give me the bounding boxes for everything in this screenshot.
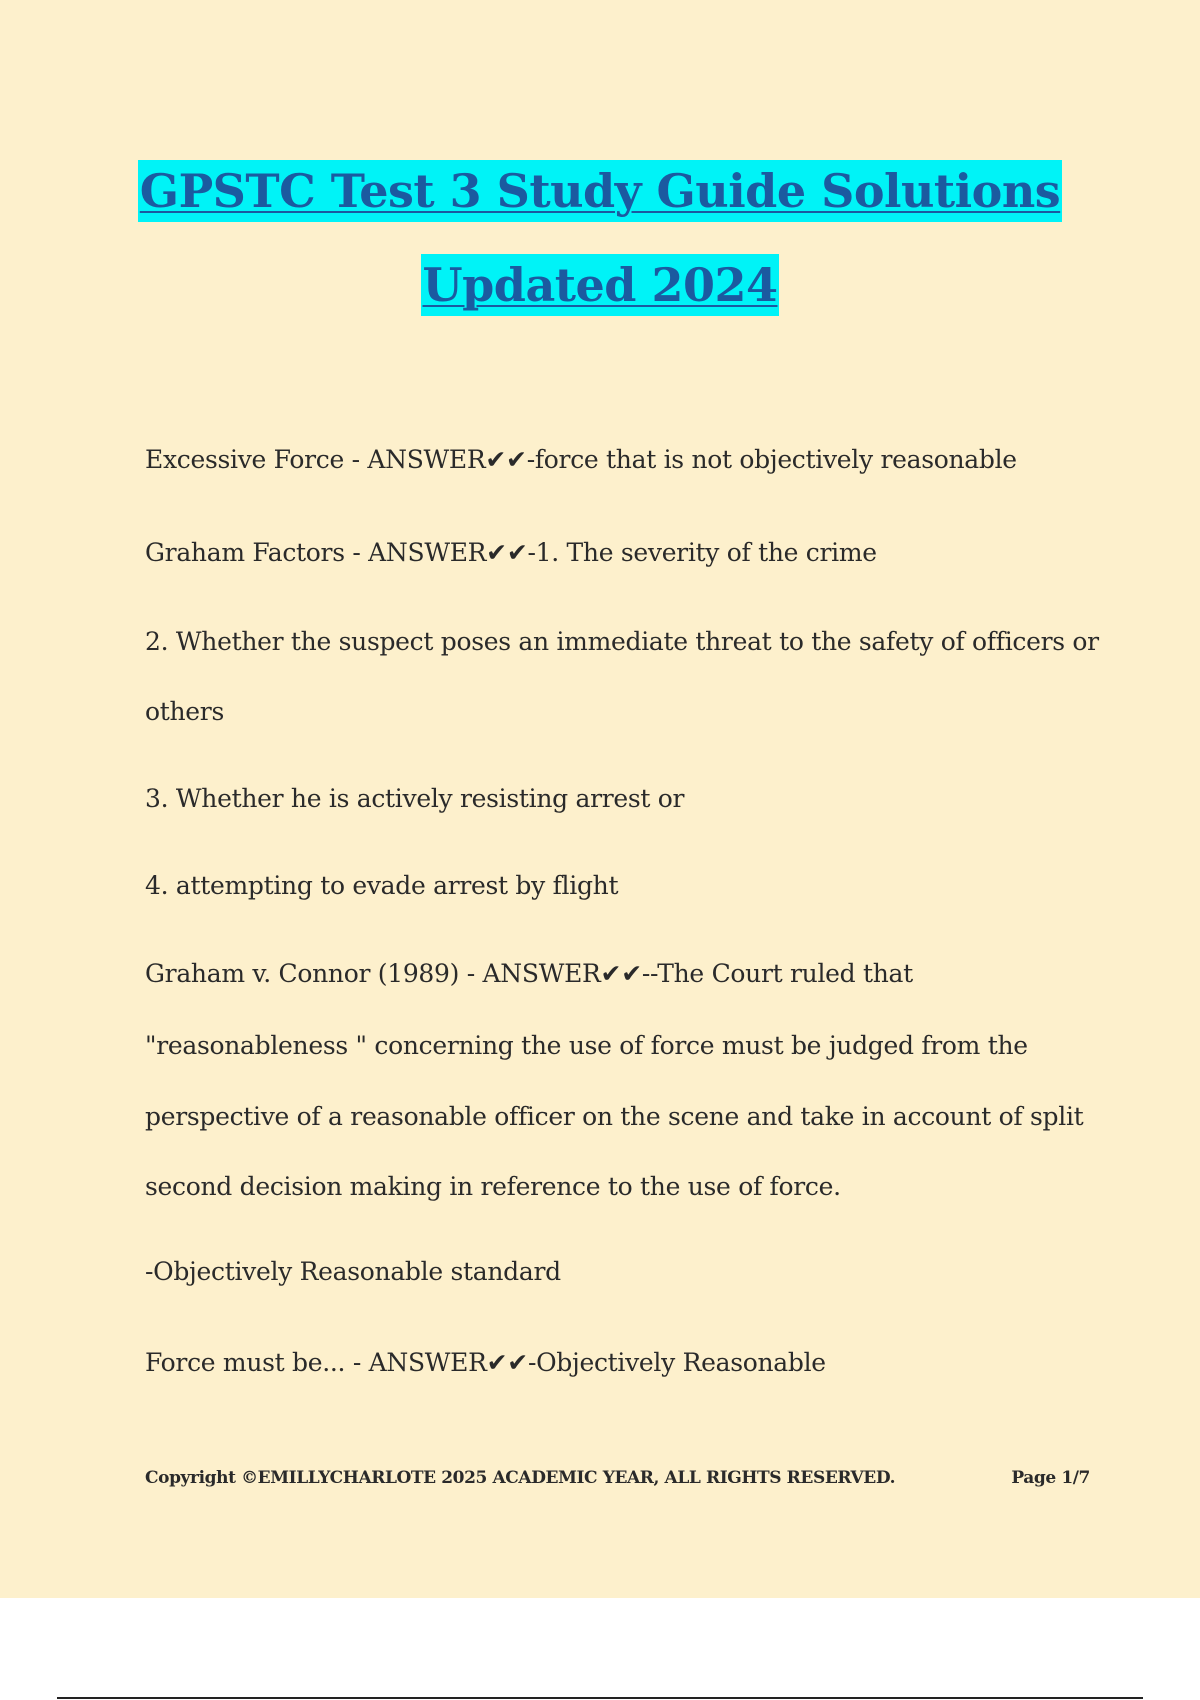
title-line-2: Updated 2024 xyxy=(421,254,780,316)
page-number: Page 1/7 xyxy=(1011,1468,1090,1488)
bottom-divider xyxy=(57,1697,1143,1699)
text-line: 2. Whether the suspect poses an immediate threat to the safety of officers or xyxy=(145,627,1099,656)
text-line: second decision making in reference to the use of force. xyxy=(145,1172,841,1201)
text-line: perspective of a reasonable officer on the scene and take in account of split xyxy=(145,1102,1084,1131)
text-line: Excessive Force - ANSWER✔✔-force that is not objectively reasonable xyxy=(145,445,1017,474)
title-line-1: GPSTC Test 3 Study Guide Solutions xyxy=(138,160,1062,222)
copyright-notice: Copyright ©EMILLYCHARLOTE 2025 ACADEMIC YEAR, ALL RIGHTS RESERVED. xyxy=(145,1468,896,1488)
text-line: "reasonableness " concerning the use of force must be judged from the xyxy=(145,1031,1028,1060)
text-line: Graham Factors - ANSWER✔✔-1. The severity of the crime xyxy=(145,538,877,567)
text-line: Force must be... - ANSWER✔✔-Objectively Reasonable xyxy=(145,1348,826,1377)
text-line: 3. Whether he is actively resisting arrest or xyxy=(145,784,685,813)
text-line: -Objectively Reasonable standard xyxy=(145,1257,561,1286)
text-line: 4. attempting to evade arrest by flight xyxy=(145,871,619,900)
text-line: others xyxy=(145,697,224,726)
document-title xyxy=(0,160,1200,316)
text-line: Graham v. Connor (1989) - ANSWER✔✔--The Court ruled that xyxy=(145,959,913,988)
